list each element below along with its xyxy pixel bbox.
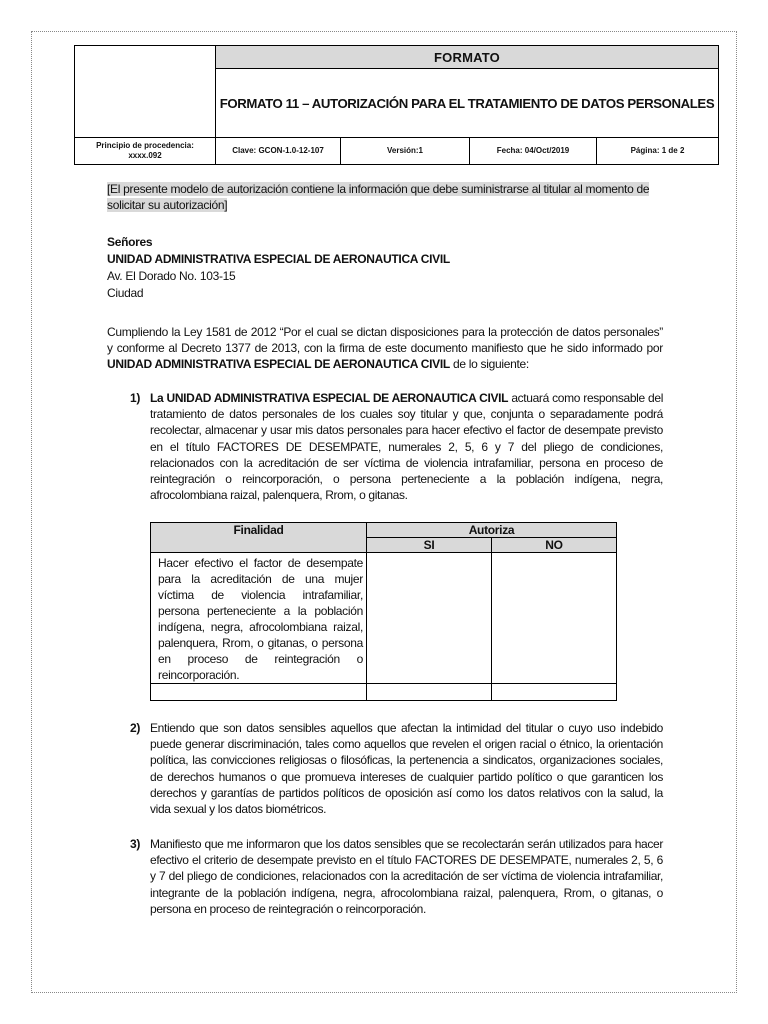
principio-label: Principio de procedencia: [96,141,194,150]
addressee-entity: UNIDAD ADMINISTRATIVA ESPECIAL DE AERONAUTICA CIVIL [107,252,450,266]
empty-cell [367,684,492,701]
address-block [107,234,663,302]
empty-cell [151,684,367,701]
empty-cell [492,684,617,701]
item-lead: La UNIDAD ADMINISTRATIVA ESPECIAL DE AERONAUTICA CIVIL [150,391,509,405]
address-street: Av. El Dorado No. 103-15 [107,269,236,283]
header-autoriza: Autoriza [367,523,617,538]
salutation: Señores [107,235,153,249]
item-text: actuará como responsable del tratamiento de datos personales de los cuales soy titular y que, conjunta o separadamente podrá recolectar, almacenar y usar mis datos personales para hacer efectivo el factor de desempate previsto en el título FACTORES DE DESEMPATE, numerales 2, 5, 6 y 7 del pliego de condiciones, relacionados con la acreditación de ser víctima de violencia intrafamiliar, persona en proceso de reintegración o reincorporación, o persona perteneciente a la población indígena, negra, afrocolombiana raizal, palenquera, Rrom, o gitanas. [150,391,664,503]
no-checkbox-cell[interactable] [492,553,617,684]
pagina-cell: Página: 1 de 2 [597,138,719,165]
list-item-3 [130,836,663,917]
logo-cell [75,46,216,138]
intro-paragraph [107,324,663,372]
intro-entity: UNIDAD ADMINISTRATIVA ESPECIAL DE AERONAUTICA CIVIL [107,357,450,371]
list-item-1 [130,390,663,503]
si-checkbox-cell[interactable] [367,553,492,684]
item-number: 2) [130,721,140,735]
list-item-2 [130,720,663,817]
document-header [74,45,719,165]
item-text: Entiendo que son datos sensibles aquellos que afectan la intimidad del titular o cuyo uso indebido puede generar discriminación, tales como aquellos que revelen el origen racial o étnico, la orientación política, las convicciones religiosas o filosóficas, la pertenencia a sindicatos, organizaciones sociales, de derechos humanos o que promueva intereses de cualquier partido político o que garanticen los derechos y garantías de partidos políticos de oposición así como los datos relativos con la salud, la vida sexual y los datos biométricos. [150,721,663,817]
note-text: [El presente modelo de autorización contiene la información que debe suministrarse al titular al momento de solicitar su autorización] [107,182,650,212]
principio-cell [75,138,216,165]
formato-label: FORMATO [216,46,719,69]
header-finalidad: Finalidad [151,523,367,553]
address-city: Ciudad [107,286,144,300]
item-number: 3) [130,837,140,851]
clave-cell: Clave: GCON-1.0-12-107 [216,138,341,165]
header-si: SI [367,538,492,553]
document-title: FORMATO 11 – AUTORIZACIÓN PARA EL TRATAMIENTO DE DATOS PERSONALES [216,69,719,138]
intro-part1: Cumpliendo la Ley 1581 de 2012 “Por el cual se dictan disposiciones para la protección de datos personales” y conforme al Decreto 1377 de 2013, con la firma de este documento manifiesto que he sido informado por [107,325,663,355]
version-cell: Versión:1 [341,138,470,165]
intro-part2: de lo siguiente: [449,357,529,371]
model-note [107,181,663,213]
purpose-description: Hacer efectivo el factor de desempate para la acreditación de una mujer víctima de violencia intrafamiliar, persona perteneciente a la población indígena, negra, afrocolombiana raizal, palenquera, Rrom, o gitanas, o persona en proceso de reintegración o reincorporación. [151,553,367,684]
fecha-cell: Fecha: 04/Oct/2019 [470,138,597,165]
header-no: NO [492,538,617,553]
principio-value: xxxx.092 [128,151,162,160]
item-text: Manifiesto que me informaron que los datos sensibles que se recolectarán serán utilizados para hacer efectivo el criterio de desempate previsto en el título FACTORES DE DESEMPATE, numerales 2, 5, 6 y 7 del pliego de condiciones, relacionados con la acreditación de ser víctima de violencia intrafamiliar, integrante de la población indígena, negra, afrocolombiana raizal, palenquera, Rrom, o gitanas, o persona en proceso de reintegración o reincorporación. [150,837,663,916]
authorization-table [150,522,617,701]
item-number: 1) [130,391,140,405]
